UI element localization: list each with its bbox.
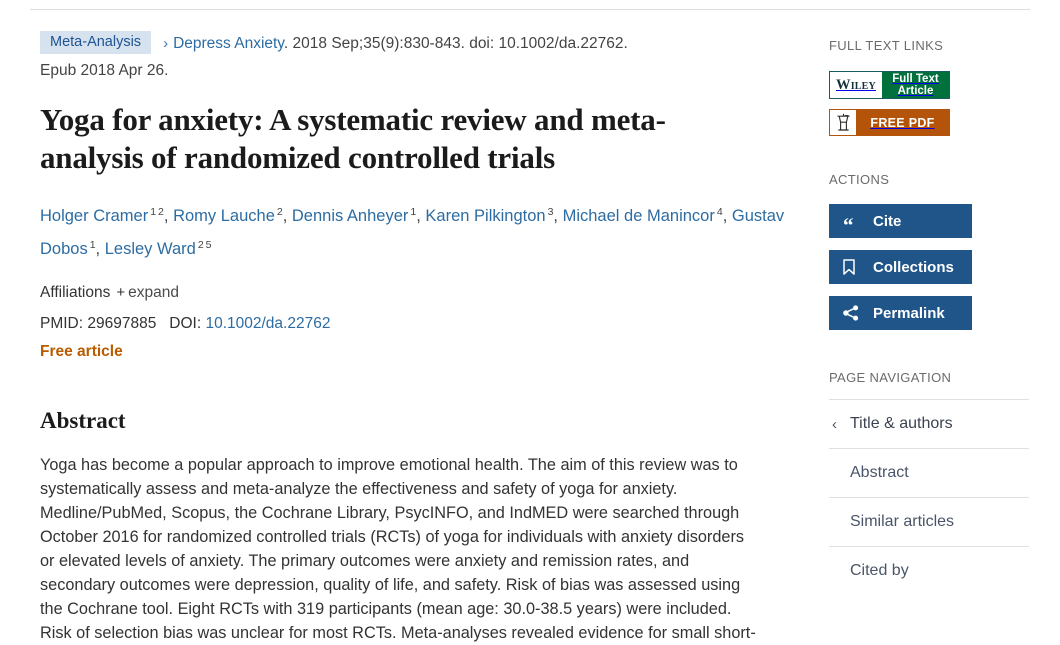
publication-type-badge[interactable]: Meta-Analysis xyxy=(40,31,151,54)
plus-icon: + xyxy=(116,284,126,301)
author-link[interactable]: Karen Pilkington xyxy=(425,207,546,225)
author-link[interactable]: Holger Cramer xyxy=(40,207,149,225)
doi-label: DOI: xyxy=(169,315,202,332)
wiley-logo: Wiley xyxy=(830,72,882,98)
doi-link[interactable]: 10.1002/da.22762 xyxy=(205,315,331,332)
share-icon xyxy=(843,305,860,321)
wiley-fulltext-link[interactable] xyxy=(829,71,950,99)
author-list xyxy=(40,198,790,264)
page-navigation-item-label: Title & authors xyxy=(850,415,953,432)
affiliations-label: Affiliations xyxy=(40,284,111,301)
author-link[interactable]: Michael de Manincor xyxy=(562,207,715,225)
header-divider xyxy=(30,9,1030,10)
actions-heading: ACTIONS xyxy=(829,172,890,187)
free-pdf-link[interactable] xyxy=(829,109,950,136)
author-link[interactable]: Romy Lauche xyxy=(173,207,275,225)
page-navigation-item-label: Abstract xyxy=(850,464,909,481)
fulltext-links-section xyxy=(829,38,1029,136)
page-title: Yoga for anxiety: A systematic review and meta-analysis of randomized controlled trials xyxy=(40,102,666,175)
affiliation-superscript[interactable]: 1 xyxy=(89,239,96,251)
wiley-fulltext-line2: Article xyxy=(897,85,934,97)
permalink-button[interactable] xyxy=(829,296,972,330)
page-navigation-heading: PAGE NAVIGATION xyxy=(829,370,952,385)
affiliations-row xyxy=(40,280,790,305)
author-separator: , xyxy=(95,240,105,258)
affiliation-superscript[interactable]: 3 xyxy=(547,206,554,218)
collections-button-label: Collections xyxy=(873,258,954,276)
pmid-label: PMID: xyxy=(40,315,84,332)
actions-section xyxy=(829,172,1029,330)
affiliation-superscript[interactable]: 5 xyxy=(205,239,212,251)
page-navigation-item[interactable] xyxy=(829,399,1029,448)
bookmark-icon xyxy=(843,259,860,275)
affiliation-superscript[interactable]: 2 xyxy=(276,206,283,218)
sidebar xyxy=(829,38,1029,595)
author-link[interactable]: Gustav Dobos xyxy=(40,207,785,258)
pmc-icon xyxy=(830,110,856,135)
abstract-heading: Abstract xyxy=(40,408,126,433)
author-link[interactable]: Lesley Ward xyxy=(104,240,196,258)
cite-button-label: Cite xyxy=(873,212,902,230)
journal-link[interactable]: Depress Anxiety xyxy=(173,35,284,52)
page-navigation-item-label: Similar articles xyxy=(850,513,955,530)
permalink-button-label: Permalink xyxy=(873,304,945,322)
wiley-fulltext-label xyxy=(882,72,949,98)
affiliation-superscript[interactable]: 2 xyxy=(197,239,204,251)
free-article-label: Free article xyxy=(40,343,123,360)
pmid-value: 29697885 xyxy=(87,315,157,332)
article-main-column xyxy=(40,30,790,645)
page-navigation-item[interactable] xyxy=(829,448,1029,497)
citation-line xyxy=(40,30,790,58)
author-separator: , xyxy=(553,207,563,225)
author-link[interactable]: Dennis Anheyer xyxy=(291,207,409,225)
page-navigation-section xyxy=(829,370,1029,595)
abstract-text: Yoga has become a popular approach to improve emotional health. The aim of this review was to systematically assess and meta-analyze the effectiveness and safety of yoga for anxiety. Medline/PubMed, Scopus, the Cochrane Library, PsycINFO, and IndMED were searched through October 2016 for randomized controlled trials (RCTs) of yoga for individuals with anxiety disorders or elevated levels of anxiety. The primary outcomes were anxiety and remission rates, and secondary outcomes were depression, quality of life, and safety. Risk of bias was assessed using the Cochrane tool. Eight RCTs with 319 participants (mean age: 30.0-38.5 years) were included. Risk of selection bias was unclear for most RCTs. Meta-analyses revealed evidence for small short- xyxy=(40,456,756,642)
cite-button[interactable] xyxy=(829,204,972,238)
citation-details: . 2018 Sep;35(9):830-843. doi: 10.1002/da.22762. xyxy=(283,35,628,52)
author-separator: , xyxy=(416,207,426,225)
affiliation-superscript[interactable]: 4 xyxy=(716,206,723,218)
quote-icon: “ xyxy=(843,213,854,237)
wiley-fulltext-line1: Full Text xyxy=(892,73,939,85)
author-separator: , xyxy=(163,207,174,225)
collections-button[interactable] xyxy=(829,250,972,284)
page-navigation-item[interactable] xyxy=(829,546,1029,595)
expand-label: expand xyxy=(128,284,179,301)
page-navigation-list xyxy=(829,399,1029,595)
free-pdf-label: FREE PDF xyxy=(856,110,949,135)
author-separator: , xyxy=(282,207,292,225)
author-separator: , xyxy=(722,207,732,225)
chevron-right-icon: › xyxy=(163,35,169,52)
page-navigation-item[interactable] xyxy=(829,497,1029,546)
identifiers-row xyxy=(40,311,790,336)
affiliation-superscript[interactable]: 1 xyxy=(150,206,157,218)
affiliation-superscript[interactable]: 2 xyxy=(158,206,164,218)
affiliation-superscript[interactable]: 1 xyxy=(410,206,417,218)
fulltext-links-heading: FULL TEXT LINKS xyxy=(829,38,944,53)
page-navigation-item-label: Cited by xyxy=(850,562,909,579)
epub-line: Epub 2018 Apr 26. xyxy=(40,62,169,79)
chevron-left-icon: ‹ xyxy=(832,415,837,433)
expand-affiliations-button[interactable] xyxy=(116,284,179,301)
